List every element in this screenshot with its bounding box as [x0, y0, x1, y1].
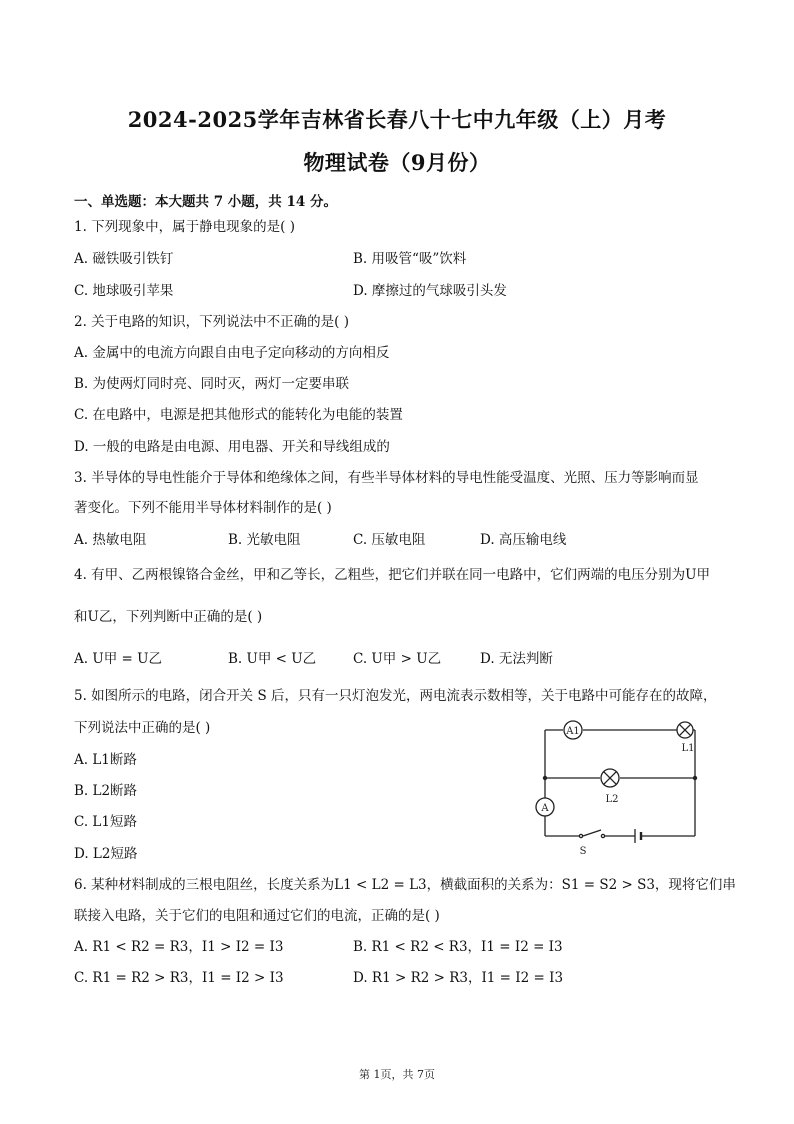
question-2-option-c: C. 在电路中，电源是把其他形式的能转化为电能的装置 [74, 407, 403, 423]
question-2-option-a: A. 金属中的电流方向跟自由电子定向移动的方向相反 [74, 345, 390, 361]
question-6-option-d: D. R1 > R2 > R3，I1 = I2 = I3 [353, 970, 564, 986]
section-heading: 一、单选题：本大题共 7 小题，共 14 分。 [74, 194, 337, 210]
question-5-stem-line1: 5. 如图所示的电路，闭合开关 S 后，只有一只灯泡发光，两电流表示数相等，关于电路中可能存在的故障， [74, 688, 717, 704]
question-4-stem-line2: 和U乙，下列判断中正确的是( ) [74, 609, 263, 625]
question-3-option-a: A. 热敏电阻 [74, 532, 147, 548]
switch-s-label: S [579, 846, 587, 857]
question-5-stem-line2: 下列说法中正确的是( ) [74, 720, 211, 736]
question-4-option-a: A. U甲 = U乙 [74, 651, 162, 667]
exam-title: 2024-2025学年吉林省长春八十七中九年级（上）月考 [127, 107, 667, 132]
question-4-stem-line1: 4. 有甲、乙两根镍铬合金丝，甲和乙等长，乙粗些，把它们并联在同一电路中，它们两端的电压分别为U甲 [74, 567, 711, 583]
question-3-option-d: D. 高压输电线 [480, 532, 567, 548]
question-1-option-d: D. 摩擦过的气球吸引头发 [353, 283, 507, 299]
circuit-diagram [525, 712, 715, 857]
ammeter-a-label: A [541, 803, 549, 814]
question-2-option-b: B. 为使两灯同时亮、同时灭，两灯一定要串联 [74, 376, 350, 392]
ammeter-a1-label: A1 [566, 726, 580, 737]
question-4-option-c: C. U甲 > U乙 [353, 651, 442, 667]
lamp-l1-label: L1 [681, 743, 695, 754]
question-1-stem: 1. 下列现象中，属于静电现象的是( ) [74, 219, 295, 235]
question-1-option-c: C. 地球吸引苹果 [74, 283, 174, 299]
question-6-stem-line2: 联接入电路，关于它们的电阻和通过它们的电流，正确的是( ) [74, 908, 440, 924]
question-5-option-d: D. L2短路 [74, 846, 138, 862]
question-5-option-a: A. L1断路 [74, 752, 137, 768]
question-5-option-c: C. L1短路 [74, 814, 137, 830]
question-2-option-d: D. 一般的电路是由电源、用电器、开关和导线组成的 [74, 439, 390, 455]
question-3-stem-line2: 著变化。下列不能用半导体材料制作的是( ) [74, 500, 332, 516]
question-3-stem-line1: 3. 半导体的导电性能介于导体和绝缘体之间，有些半导体材料的导电性能受温度、光照、压力等影响而显 [74, 470, 699, 486]
question-6-stem-line1: 6. 某种材料制成的三根电阻丝，长度关系为L1 < L2 = L3，横截面积的关系为：S1 = S2 > S3，现将它们串 [74, 877, 736, 893]
exam-subtitle: 物理试卷（9月份） [303, 150, 491, 175]
question-2-stem: 2. 关于电路的知识，下列说法中不正确的是( ) [74, 314, 349, 330]
question-6-option-c: C. R1 = R2 > R3，I1 = I2 > I3 [74, 970, 284, 986]
question-5-option-b: B. L2断路 [74, 783, 138, 799]
question-6-option-a: A. R1 < R2 = R3，I1 > I2 = I3 [74, 939, 284, 955]
question-4-option-d: D. 无法判断 [480, 651, 553, 667]
question-3-option-c: C. 压敏电阻 [353, 532, 426, 548]
question-4-option-b: B. U甲 < U乙 [228, 651, 317, 667]
page-footer: 第 1页，共 7页 [359, 1068, 435, 1081]
lamp-l2-label: L2 [605, 794, 619, 805]
question-1-option-b: B. 用吸管“吸”饮料 [353, 251, 467, 267]
question-6-option-b: B. R1 < R2 < R3，I1 = I2 = I3 [353, 939, 563, 955]
question-3-option-b: B. 光敏电阻 [228, 532, 301, 548]
question-1-option-a: A. 磁铁吸引铁钉 [74, 251, 174, 267]
